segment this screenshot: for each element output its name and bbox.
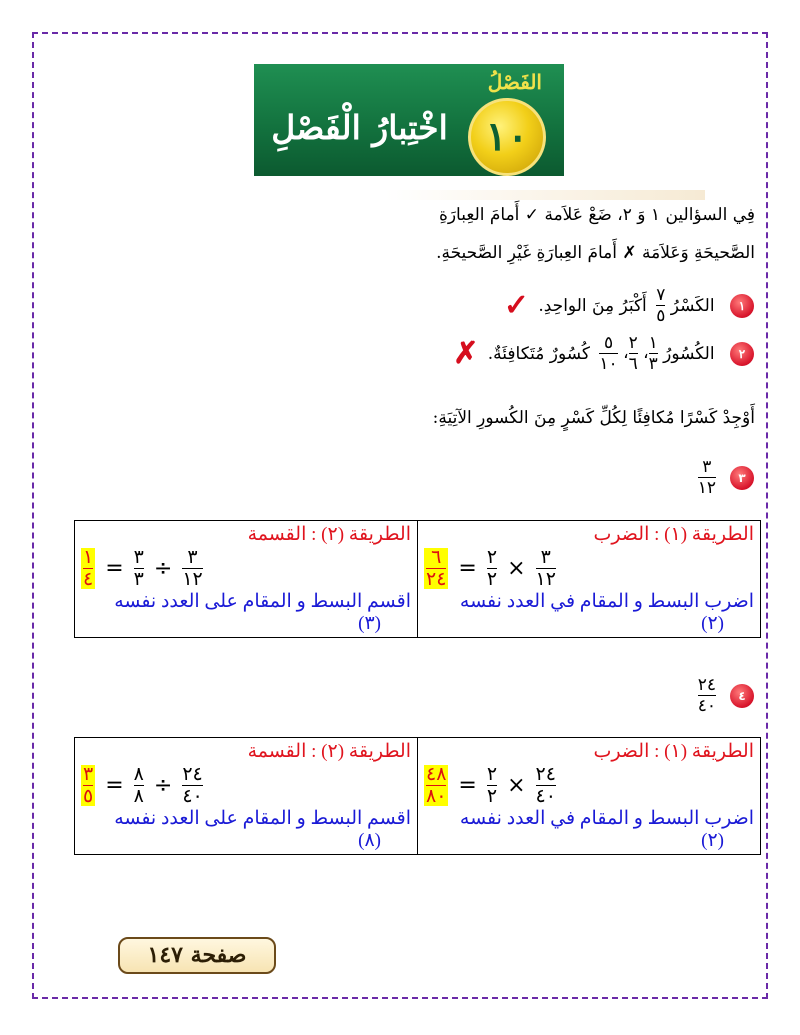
equals-sign: =	[105, 556, 124, 581]
method-1-cell	[418, 738, 761, 855]
fraction-numerator: ٢	[628, 333, 638, 353]
operator: ×	[507, 773, 526, 798]
multiplier-value: (٢)	[701, 830, 724, 851]
question-2: ٢ الكُسُورُ $\frac{١}{٣}$ ، $\frac{٢}{٦}$ ، $\frac{٥}{١٠}$ كُسُورٌ مُتَكافِئَةٌ. ✗	[453, 334, 754, 373]
fraction-denominator: ٤٠	[697, 696, 716, 716]
check-mark-icon: ✓	[503, 288, 529, 323]
method-explanation: اقسم البسط و المقام على العدد نفسه (٣)	[81, 591, 411, 635]
method-equation	[424, 765, 754, 806]
fraction-denominator: ٣	[648, 354, 658, 374]
fraction-numerator: ١	[648, 333, 658, 353]
chapter-banner	[254, 64, 564, 176]
method-explanation: اقسم البسط و المقام على العدد نفسه (٨)	[81, 808, 411, 852]
operator: ÷	[153, 773, 173, 798]
divisor-value: (٣)	[358, 613, 381, 634]
fraction-denominator: ٦	[628, 354, 638, 374]
equals-sign: =	[458, 773, 477, 798]
fraction-numerator: ٥	[603, 333, 614, 353]
equals-sign: =	[458, 556, 477, 581]
method-2-cell	[75, 521, 418, 638]
fraction-numerator: ٢٤	[697, 675, 716, 695]
instruction-line-2: الصَّحيحَةِ وَعَلاَمَة ✗ أَمامَ العِبارَةِ غَيْرِ الصَّحيحَةِ.	[436, 243, 755, 263]
fraction-denominator: ٥	[656, 306, 666, 326]
instructions	[365, 196, 755, 272]
fraction-denominator: ١٢	[697, 478, 716, 498]
equation-fraction: $\frac{٣}{١٢}$	[182, 547, 203, 590]
question-fraction	[656, 286, 665, 325]
method-explanation: اضرب البسط و المقام في العدد نفسه (٢)	[424, 808, 754, 852]
equation-fraction: $\frac{٢}{٢}$	[486, 764, 498, 807]
result-fraction: $\frac{٤٨}{٨٠}$	[426, 764, 447, 807]
find-equivalent-prompt: أَوْجِدْ كَسْرًا مُكافِئًا لِكُلِّ كَسْرٍ مِنَ الكُسورِ الآتِيَةِ:	[432, 408, 755, 428]
equation-fraction: $\frac{٨}{٨}$	[133, 764, 144, 807]
page-number-label: صفحة ١٤٧	[118, 937, 276, 974]
problem-number-bullet: ٤	[730, 684, 754, 708]
question-text-before: الكُسُورُ	[663, 343, 715, 364]
method-heading: الطريقة (١) : الضرب	[593, 741, 754, 762]
question-1	[504, 286, 754, 325]
method-equation	[81, 765, 411, 806]
instruction-line-1: فِي السؤالين ١ وَ ٢، ضَعْ عَلاَمة ✓ أَمامَ العِبارَةِ	[438, 205, 755, 225]
method-explanation: اضرب البسط و المقام في العدد نفسه (٢)	[424, 591, 754, 635]
method-1-cell	[418, 521, 761, 638]
method-heading: الطريقة (١) : الضرب	[593, 524, 754, 545]
multiplier-value: (٢)	[701, 613, 724, 634]
equals-sign: =	[105, 773, 124, 798]
fraction-denominator: ١٠	[599, 354, 618, 374]
problem-fraction	[698, 676, 716, 715]
question-text-after: أَكْبَرُ مِنَ الواحِدِ.	[538, 295, 647, 316]
equation-fraction: $\frac{٢}{٢}$	[486, 547, 498, 590]
problem-fraction	[698, 458, 716, 497]
method-equation	[424, 548, 754, 589]
method-heading: الطريقة (٢) : القسمة	[247, 741, 411, 762]
problem-4-label	[698, 676, 754, 715]
fraction-numerator: ٣	[702, 457, 712, 477]
question-fraction	[649, 334, 658, 373]
equation-fraction: $\frac{٢٤}{٤٠}$	[535, 764, 556, 807]
result-fraction: $\frac{٣}{٥}$	[83, 764, 94, 807]
question-text-after: كُسُورٌ مُتَكافِئَةٌ.	[487, 343, 590, 364]
question-fraction	[599, 334, 617, 373]
result-fraction: $\frac{٦}{٢٤}$	[426, 547, 447, 590]
operator: ÷	[153, 556, 173, 581]
method-2-cell	[75, 738, 418, 855]
problem-3-label	[698, 458, 754, 497]
equation-fraction: $\frac{٢٤}{٤٠}$	[182, 764, 203, 807]
chapter-number-medal: ١٠	[468, 98, 546, 176]
question-number-bullet: ٢	[730, 342, 754, 366]
chapter-label: الفَصْلُ	[487, 70, 542, 94]
equation-fraction: $\frac{٣}{٣}$	[133, 547, 144, 590]
fraction-numerator: ٧	[656, 285, 666, 305]
cross-mark-icon: ✗	[453, 336, 479, 371]
question-fraction	[629, 334, 638, 373]
method-heading: الطريقة (٢) : القسمة	[247, 524, 411, 545]
divisor-value: (٨)	[358, 830, 381, 851]
equation-fraction: $\frac{٣}{١٢}$	[535, 547, 556, 590]
problem-4-solution-table	[74, 737, 761, 855]
question-text-before: الكَسْرُ	[670, 295, 715, 316]
result-fraction: $\frac{١}{٤}$	[83, 547, 94, 590]
problem-number-bullet: ٣	[730, 466, 754, 490]
question-number-bullet: ١	[730, 294, 754, 318]
chapter-title: اخْتِبارُ الْفَصْلِ	[271, 108, 448, 147]
method-equation	[81, 548, 411, 589]
problem-3-solution-table	[74, 520, 761, 638]
operator: ×	[507, 556, 526, 581]
